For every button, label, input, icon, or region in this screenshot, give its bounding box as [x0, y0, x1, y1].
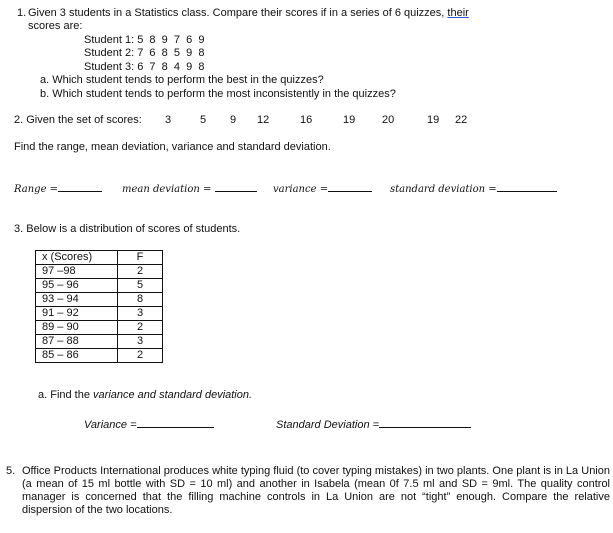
sd-blank[interactable]	[497, 181, 557, 192]
q3-sd-answer	[276, 417, 471, 432]
cell: 8	[118, 293, 163, 307]
score: 22	[455, 114, 468, 126]
table-row	[36, 279, 163, 293]
cell: 89 – 90	[36, 321, 118, 335]
cell: 2	[118, 349, 163, 363]
score: 3	[165, 114, 172, 126]
q1-text-main: Given 3 students in a Statistics class. Compare their scores if in a series of 6 quizzes,	[28, 7, 448, 19]
cell: 91 – 92	[36, 307, 118, 321]
score: 16	[300, 114, 313, 126]
table-header	[36, 251, 163, 265]
q3-sd-blank[interactable]	[379, 417, 471, 428]
sd-label: standard deviation =	[390, 184, 497, 195]
q5-number: 5.	[6, 465, 16, 477]
cell: 97 –98	[36, 265, 118, 279]
q2-instruction: Find the range, mean deviation, variance and standard deviation.	[14, 141, 331, 153]
q5-text: Office Products International produces white typing fluid (to cover typing mistakes) in two plants. One plant is in La Union (a mean of 15 ml bottle with SD = 10 ml) and another in Isabela (mean 0f 7.5 ml and SD = 9ml. The quality control manager is concerned that the filling machine controls in La Union are not “tight” enough. Compare the relative dispersion of the two locations.	[22, 465, 610, 516]
variance-answer	[273, 181, 372, 196]
mean-deviation-blank[interactable]	[215, 181, 257, 192]
mean-deviation-label: mean deviation =	[122, 184, 212, 195]
q1-part-b: b. Which student tends to perform the most inconsistently in the quizzes?	[40, 88, 396, 100]
student-1-scores: Student 1: 5 8 9 7 6 9	[84, 34, 205, 46]
q3-variance-label: Variance =	[84, 419, 137, 431]
header-f: F	[118, 251, 163, 265]
q1-number: 1.	[17, 7, 27, 19]
variance-blank[interactable]	[328, 181, 372, 192]
q3-variance-blank[interactable]	[137, 417, 214, 428]
q3-a-italic: variance and standard deviation.	[93, 389, 253, 401]
range-label: Range =	[14, 184, 59, 195]
variance-label: variance =	[273, 184, 329, 195]
cell: 2	[118, 321, 163, 335]
cell: 93 – 94	[36, 293, 118, 307]
cell: 87 – 88	[36, 335, 118, 349]
sd-answer	[390, 181, 557, 196]
q1-underlined-word: their	[447, 7, 469, 19]
table-row	[36, 265, 163, 279]
cell: 5	[118, 279, 163, 293]
q3-variance-answer	[84, 417, 214, 432]
q3-sd-label: Standard Deviation =	[276, 419, 380, 431]
score: 19	[343, 114, 356, 126]
score: 19	[427, 114, 440, 126]
cell: 2	[118, 265, 163, 279]
table-row	[36, 307, 163, 321]
cell: 3	[118, 335, 163, 349]
cell: 95 – 96	[36, 279, 118, 293]
q3-part-a	[38, 389, 252, 402]
q1-part-a: a. Which student tends to perform the best in the quizzes?	[40, 74, 324, 86]
table-row	[36, 293, 163, 307]
table-row	[36, 349, 163, 363]
score: 5	[200, 114, 207, 126]
cell: 3	[118, 307, 163, 321]
score: 12	[257, 114, 270, 126]
q3-a-prefix: a. Find the	[38, 389, 94, 401]
cell: 85 – 86	[36, 349, 118, 363]
score: 9	[230, 114, 237, 126]
student-2-scores: Student 2: 7 6 8 5 9 8	[84, 47, 205, 59]
q1-text2: scores are:	[28, 20, 83, 32]
range-answer	[14, 181, 102, 196]
frequency-table	[35, 250, 163, 363]
score: 20	[382, 114, 395, 126]
range-blank[interactable]	[58, 181, 102, 192]
q3-label: 3. Below is a distribution of scores of students.	[14, 223, 241, 235]
q1-text	[28, 7, 469, 20]
table-row	[36, 321, 163, 335]
header-scores: x (Scores)	[36, 251, 118, 265]
mean-deviation-answer	[122, 181, 257, 196]
table-row	[36, 335, 163, 349]
student-3-scores: Student 3: 6 7 8 4 9 8	[84, 61, 205, 73]
q2-label: 2. Given the set of scores:	[14, 114, 142, 126]
